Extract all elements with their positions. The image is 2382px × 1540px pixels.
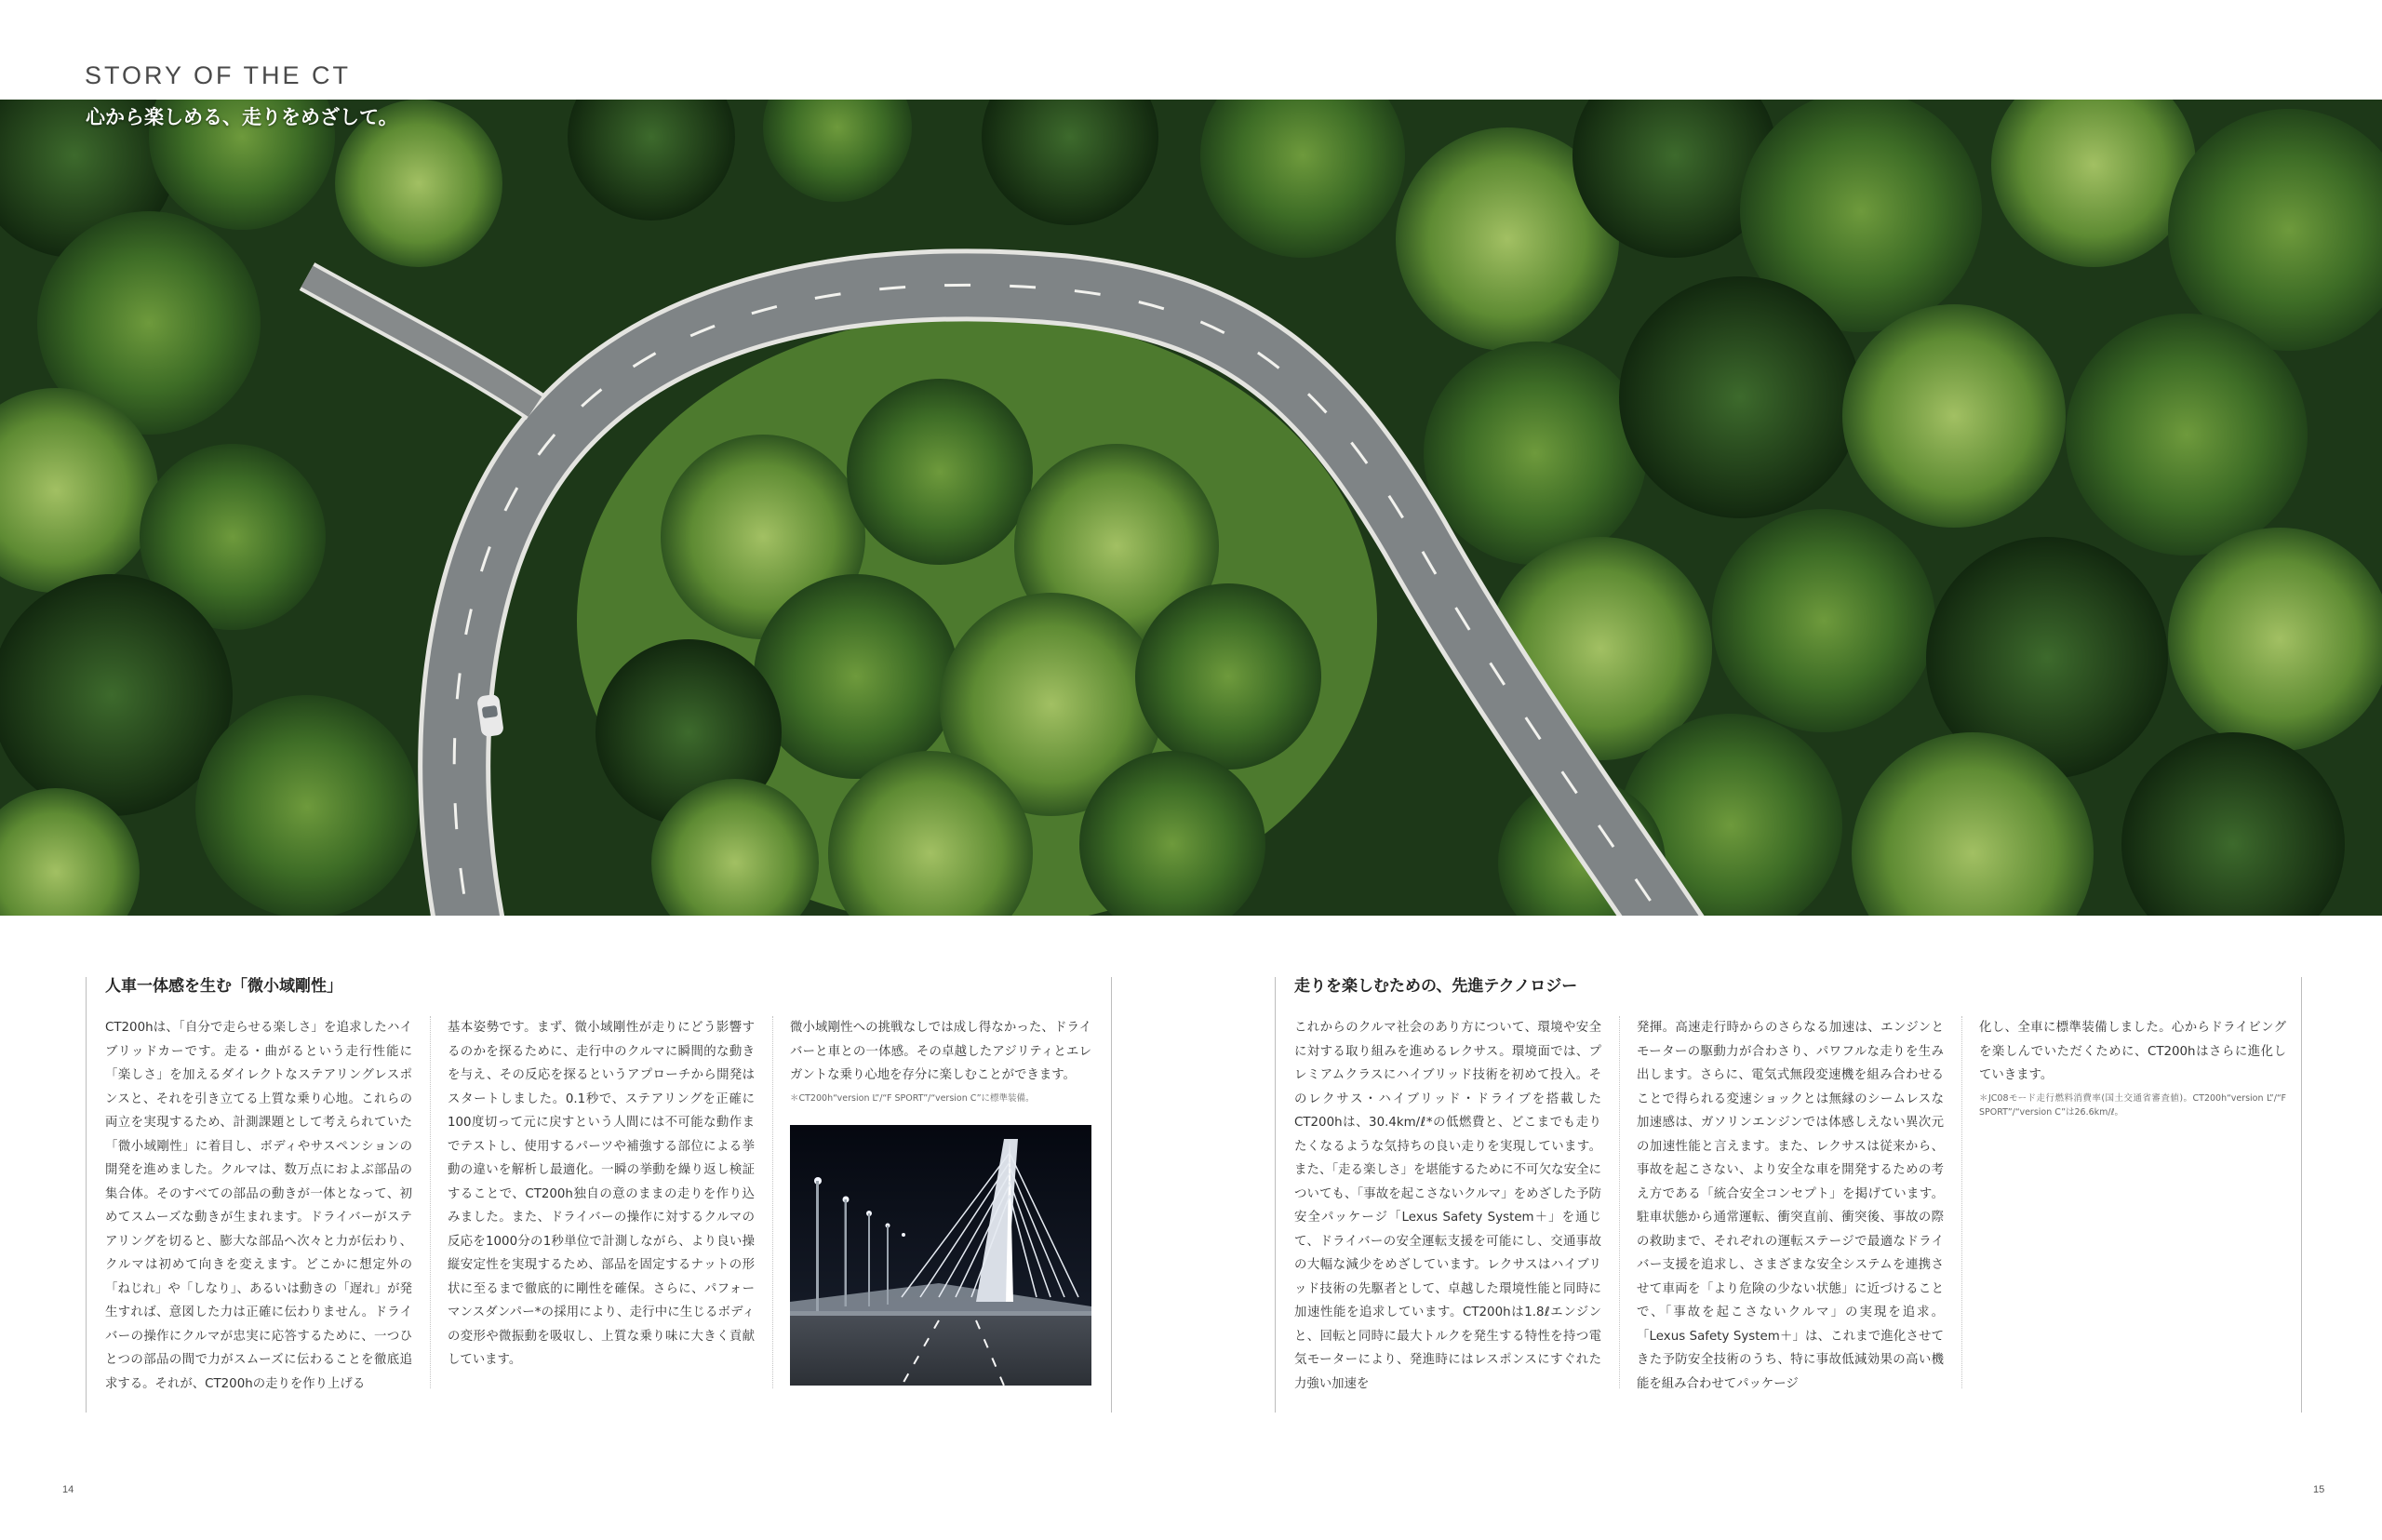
- column-divider: [772, 1016, 773, 1388]
- column-divider: [1619, 1016, 1620, 1388]
- right-column-2: [1637, 1016, 1944, 1396]
- hero-image: [0, 100, 2382, 916]
- page-number-right: 15: [2313, 1484, 2325, 1495]
- right-col2-text: 発揮。高速走行時からのさらなる加速は、エンジンとモーターの駆動力が合わさり、パワフルな走りを生み出します。さらに、電気式無段変速機を組み合わせることで得られる変速ショックとは無縁のシームレスな加速感は、ガソリンエンジンでは体感しえない異次元の加速性能と言えます。また、レクサスは従来から、事故を起こさない、より安全な車を開発するための考え方である「統合安全コンセプト」を掲げています。駐車状態から通常運転、衝突直前、衝突後、事故の際の救助まで、それぞれの運転ステージで最適なドライバー支援を追求し、さまざまな安全システムを連携させて車両を「より危険の少ない状態」に近づけることで、「事故を起こさないクルマ」の実現を追求。「Lexus Safety System＋」は、これまで進化させてきた予防安全技術のうち、特に事故低減効果の高い機能を組み合わせてパッケージ: [1637, 1021, 1945, 1391]
- right-column-3: [1979, 1016, 2286, 1119]
- right-page-end-rule: [2301, 977, 2302, 1413]
- left-page-end-rule: [1111, 977, 1112, 1413]
- bridge-illustration: [790, 1125, 1091, 1386]
- right-col3-note: ＊JC08モード走行燃料消費率(国土交通省審査値)。CT200h“version L”/“F SPORT”/“version C”は26.6km/ℓ。: [1979, 1092, 2286, 1118]
- left-column-1: [105, 1016, 412, 1396]
- hero-caption: 心から楽しめる、走りをめざして。: [86, 106, 398, 128]
- right-col3-text: 化し、全車に標準装備しました。心からドライビングを楽しんでいただくために、CT200hはさらに進化していきます。: [1979, 1021, 2286, 1082]
- aerial-forest-road-photo: [0, 100, 2382, 916]
- story-title: STORY OF THE CT: [85, 61, 352, 89]
- right-col1-text: これからのクルマ社会のあり方について、環境や安全に対する取り組みを進めるレクサス。環境面では、プレミアムクラスにハイブリッド技術を初めて投入。そのレクサス・ハイブリッド・ドライブを搭載したCT200hは、30.4km/ℓ*の低燃費と、どこまでも走りたくなるような気持ちの良い走りを実現しています。また、「走る楽しさ」を堪能するために不可欠な安全についても、「事故を起こさないクルマ」をめざした予防安全パッケージ「Lexus Safety System＋」を通じて、ドライバーの安全運転支援を可能にし、交通事故の大幅な減少をめざしています。レクサスはハイブリッド技術の先駆者として、卓越した環境性能と同時に加速性能を追求しています。CT200hは1.8ℓエンジンと、回転と同時に最大トルクを発生する特性を持つ電気モーターにより、発進時にはレスポンスにすぐれた力強い加速を: [1294, 1021, 1601, 1391]
- column-divider: [1961, 1016, 1962, 1388]
- left-column-3: [790, 1016, 1091, 1105]
- right-column-1: [1294, 1016, 1601, 1396]
- left-col3-note: ＊CT200h“version L”/“F SPORT”/“version C”に標準装備。: [790, 1092, 1035, 1104]
- left-col2-text: 基本姿勢です。まず、微小域剛性が走りにどう影響するのかを探るために、走行中のクルマに瞬間的な動きを与え、その反応を探るというアプローチから開発はスタートしました。0.1秒で、ステアリングを正確に100度切って元に戻すという人間には不可能な動作までテストし、使用するパーツや補強する部位による挙動の違いを解析し最適化。一瞬の挙動を繰り返し検証することで、CT200h独自の意のままの走りを作り込みました。また、ドライバーの操作に対するクルマの反応を1000分の1秒単位で計測しながら、より良い操縦安定性を実現するため、部品を固定するナットの形状に至るまで徹底的に剛性を確保。さらに、パフォーマンスダンパー*の採用により、走行中に生じるボディの変形や微振動を吸収し、上質な乗り味に大きく貢献しています。: [448, 1021, 755, 1367]
- right-page-rule: [1275, 977, 1276, 1413]
- column-divider: [430, 1016, 431, 1388]
- bridge-night-photo: [790, 1125, 1091, 1386]
- left-column-2: [448, 1016, 755, 1373]
- left-page-rule: [86, 977, 87, 1413]
- left-section-heading: 人車一体感を生む「微小域剛性」: [105, 977, 342, 996]
- left-col1-text: CT200hは、「自分で走らせる楽しさ」を追求したハイブリッドカーです。走る・曲がるという走行性能に「楽しさ」を加えるダイレクトなステアリングレスポンスと、それを引き立てる上質な乗り心地。これらの両立を実現するため、計測課題として考えられていた「微小域剛性」に着目し、ボディやサスペンションの開発を進めました。クルマは、数万点におよぶ部品の集合体。そのすべての部品の動きが一体となって、初めてスムーズな動きが生まれます。ドライバーがステアリングを切ると、膨大な部品へ次々と力が伝わり、クルマは初めて向きを変えます。どこかに想定外の「ねじれ」や「しなり」、あるいは動きの「遅れ」が発生すれば、意図した力は正確に伝わりません。ドライバーの操作にクルマが忠実に応答するために、一つひとつの部品の間で力がスムーズに伝わることを徹底追求する。それが、CT200hの走りを作り上げる: [105, 1021, 412, 1391]
- right-section-heading: 走りを楽しむための、先進テクノロジー: [1294, 977, 1578, 996]
- page-number-left: 14: [62, 1484, 74, 1495]
- left-col3-text: 微小域剛性への挑戦なしでは成し得なかった、ドライバーと車との一体感。その卓越したアジリティとエレガントな乗り心地を存分に楽しむことができます。: [790, 1021, 1091, 1082]
